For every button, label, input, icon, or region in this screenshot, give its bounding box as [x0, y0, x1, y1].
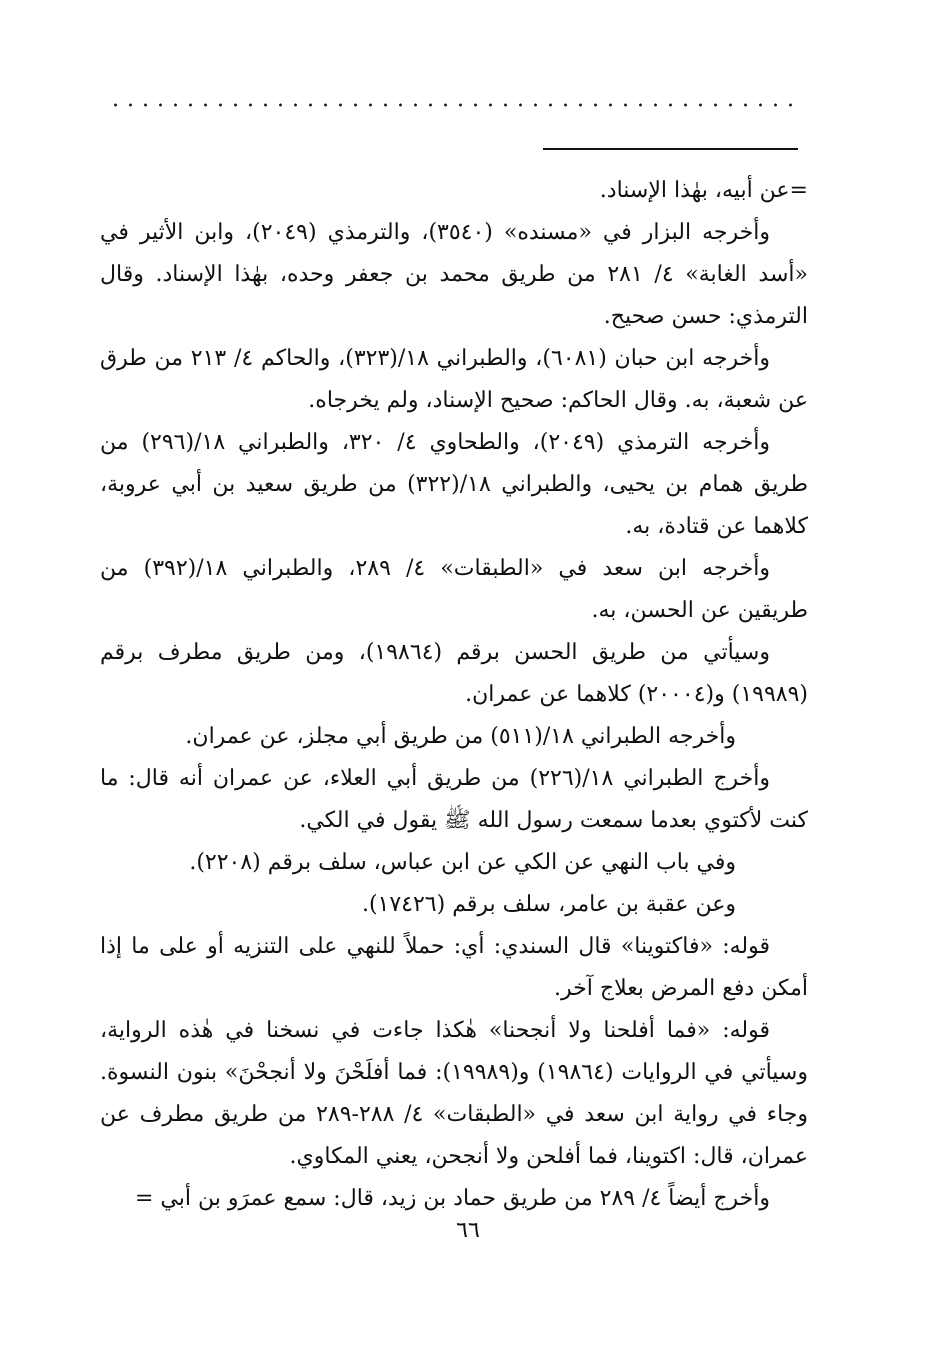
footnote-paragraph: وأخرجه الطبراني ١٨/(٥١١) من طريق أبي مجلز، عن عمران.: [185, 724, 736, 749]
footnote-rule: [543, 148, 798, 150]
footnote-paragraph: قوله: «فاكتوينا» قال السندي: أي: حملاً للنهي على التنزيه أو على ما إذا أمكن دفع المرض بعلاج آخر.: [100, 934, 808, 1001]
footnote-paragraph: وأخرج أيضاً ٤/ ٢٨٩ من طريق حماد بن زيد، قال: سمع عمرَو بن أبي =: [135, 1186, 770, 1211]
footnote-paragraph: وأخرجه ابن حبان (٦٠٨١)، والطبراني ١٨/(٣٢٣)، والحاكم ٤/ ٢١٣ من طرق عن شعبة، به. وقال الحاكم: صحيح الإسناد، ولم يخرجاه.: [100, 346, 808, 413]
footnote-paragraph: وفي باب النهي عن الكي عن ابن عباس، سلف برقم (٢٢٠٨).: [189, 850, 736, 875]
footnote-paragraph: وأخرجه ابن سعد في «الطبقات» ٤/ ٢٨٩، والطبراني ١٨/(٣٩٢) من طريقين عن الحسن، به.: [100, 556, 808, 623]
footnote-paragraph: وعن عقبة بن عامر، سلف برقم (١٧٤٢٦).: [361, 892, 736, 917]
dotted-separator: [108, 102, 798, 108]
footnote-paragraph: وأخرجه البزار في «مسنده» (٣٥٤٠)، والترمذي (٢٠٤٩)، وابن الأثير في «أسد الغابة» ٤/ ٢٨١ من طريق محمد بن جعفر وحده، بهٰذا الإسناد. وقال الترمذي: حسن صحيح.: [100, 220, 808, 329]
footnote-paragraph: وأخرج الطبراني ١٨/(٢٢٦) من طريق أبي العلاء، عن عمران أنه قال: ما كنت لأكتوي بعدما سمعت رسول الله ﷺ يقول في الكي.: [100, 766, 808, 833]
footnote-paragraph: وأخرجه الترمذي (٢٠٤٩)، والطحاوي ٤/ ٣٢٠، والطبراني ١٨/(٢٩٦) من طريق همام بن يحيى، والطبراني ١٨/(٣٢٢) من طريق سعيد بن أبي عروبة، كلاهما عن قتادة، به.: [100, 430, 809, 539]
page-number: ٦٦: [456, 1218, 480, 1243]
footnotes-section: [100, 170, 808, 1220]
footnote-paragraph: وسيأتي من طريق الحسن برقم (١٩٨٦٤)، ومن طريق مطرف برقم (١٩٩٨٩) و(٢٠٠٠٤) كلاهما عن عمران.: [100, 640, 808, 707]
footnote-continuation: =عن أبيه، بهٰذا الإسناد.: [599, 178, 808, 203]
footnote-paragraph: قوله: «فما أفلحنا ولا أنجحنا» هٰكذا جاءت في نسخنا في هٰذه الرواية، وسيأتي في الروايات (١٩٨٦٤) و(١٩٩٨٩): فما أفلَحْنَ ولا أنجحْنَ» بنون النسوة. وجاء في رواية ابن سعد في «الطبقات» ٤/ ٢٨٨-٢٨٩ من طريق مطرف عن عمران، قال: اكتوينا، فما أفلحن ولا أنجحن، يعني المكاوي.: [100, 1018, 809, 1169]
